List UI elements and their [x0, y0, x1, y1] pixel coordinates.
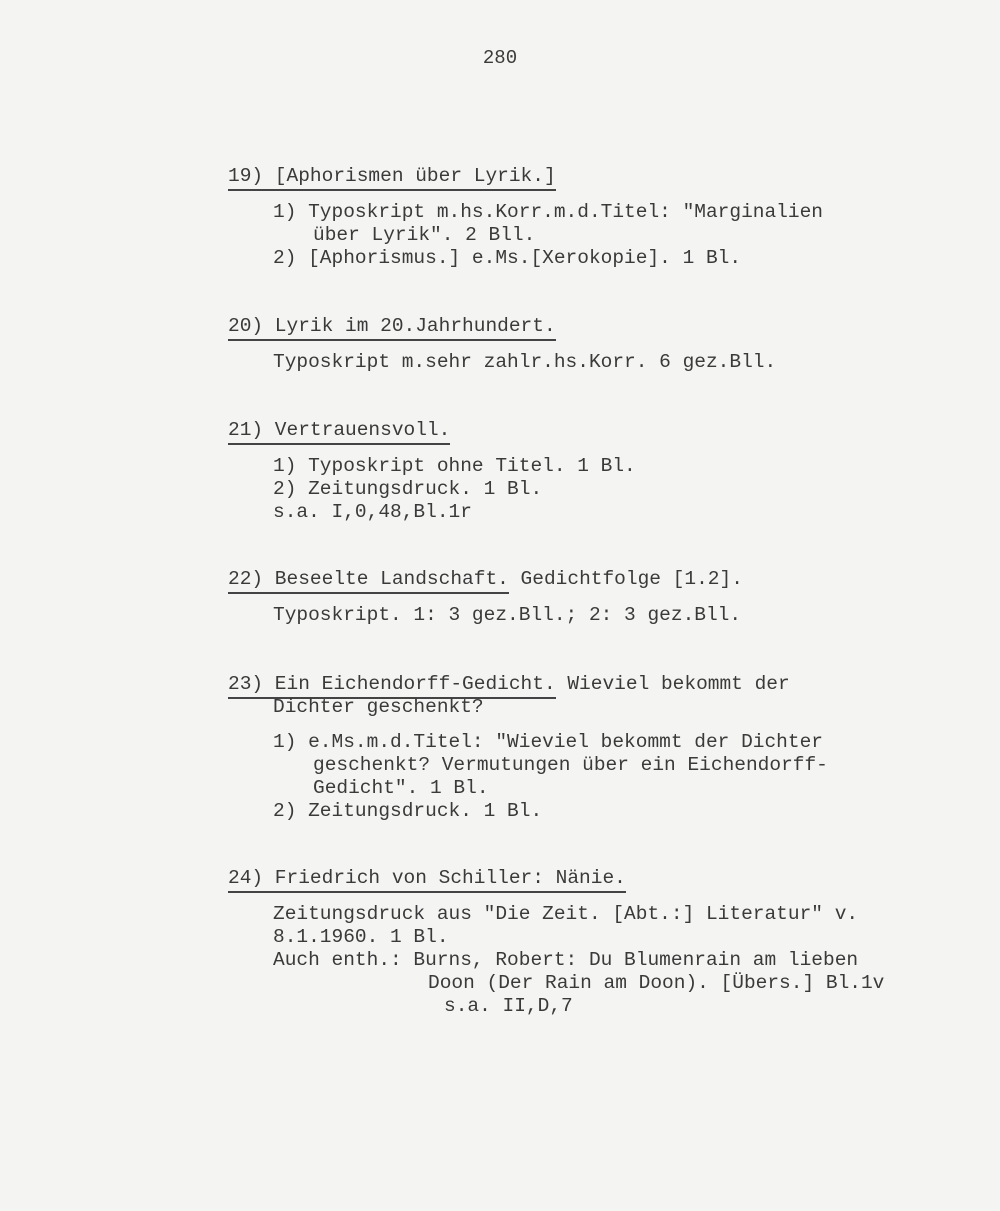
entry-21-line-2: 2) Zeitungsdruck. 1 Bl.	[273, 478, 543, 500]
entry-24-line-5: s.a. II,D,7	[444, 995, 573, 1017]
page-number: 280	[482, 47, 518, 69]
entry-22-heading: 22) Beseelte Landschaft.	[228, 567, 509, 594]
entry-23-heading: 23) Ein Eichendorff-Gedicht.	[228, 672, 556, 699]
entry-22-heading-line	[228, 567, 743, 594]
entry-24-line-4: Doon (Der Rain am Doon). [Übers.] Bl.1v	[428, 972, 885, 994]
entry-24-heading: 24) Friedrich von Schiller: Nänie.	[228, 866, 626, 893]
entry-24-line-2: 8.1.1960. 1 Bl.	[273, 926, 449, 948]
entry-24-line-1: Zeitungsdruck aus "Die Zeit. [Abt.:] Literatur" v.	[273, 903, 859, 925]
entry-19-line-3: 2) [Aphorismus.] e.Ms.[Xerokopie]. 1 Bl.	[273, 247, 742, 269]
entry-20-heading: 20) Lyrik im 20.Jahrhundert.	[228, 314, 556, 341]
entry-20-heading-line	[228, 314, 556, 341]
entry-24-line-3: Auch enth.: Burns, Robert: Du Blumenrain am lieben	[273, 949, 859, 971]
entry-24-heading-line	[228, 866, 626, 893]
entry-21-heading-line	[228, 418, 450, 445]
entry-21-line-1: 1) Typoskript ohne Titel. 1 Bl.	[273, 455, 636, 477]
entry-19-line-1: 1) Typoskript m.hs.Korr.m.d.Titel: "Marginalien	[273, 201, 823, 223]
entry-23-line-5: 2) Zeitungsdruck. 1 Bl.	[273, 800, 543, 822]
entry-21-line-3: s.a. I,0,48,Bl.1r	[273, 501, 472, 523]
entry-23-line-3: geschenkt? Vermutungen über ein Eichendorff-	[313, 754, 828, 776]
entry-20-line-1: Typoskript m.sehr zahlr.hs.Korr. 6 gez.Bll.	[273, 351, 777, 373]
entry-19-heading-line	[228, 164, 556, 191]
entry-23-line-1: Dichter geschenkt?	[273, 696, 484, 718]
entry-19-line-2: über Lyrik". 2 Bll.	[313, 224, 536, 246]
entry-23-line-2: 1) e.Ms.m.d.Titel: "Wieviel bekommt der Dichter	[273, 731, 823, 753]
entry-21-heading: 21) Vertrauensvoll.	[228, 418, 450, 445]
entry-22-line-1: Typoskript. 1: 3 gez.Bll.; 2: 3 gez.Bll.	[273, 604, 742, 626]
entry-23-heading-suffix: Wieviel bekommt der	[555, 673, 790, 695]
entry-22-heading-suffix: Gedichtfolge [1.2].	[508, 568, 743, 590]
entry-23-line-4: Gedicht". 1 Bl.	[313, 777, 489, 799]
entry-19-heading: 19) [Aphorismen über Lyrik.]	[228, 164, 556, 191]
